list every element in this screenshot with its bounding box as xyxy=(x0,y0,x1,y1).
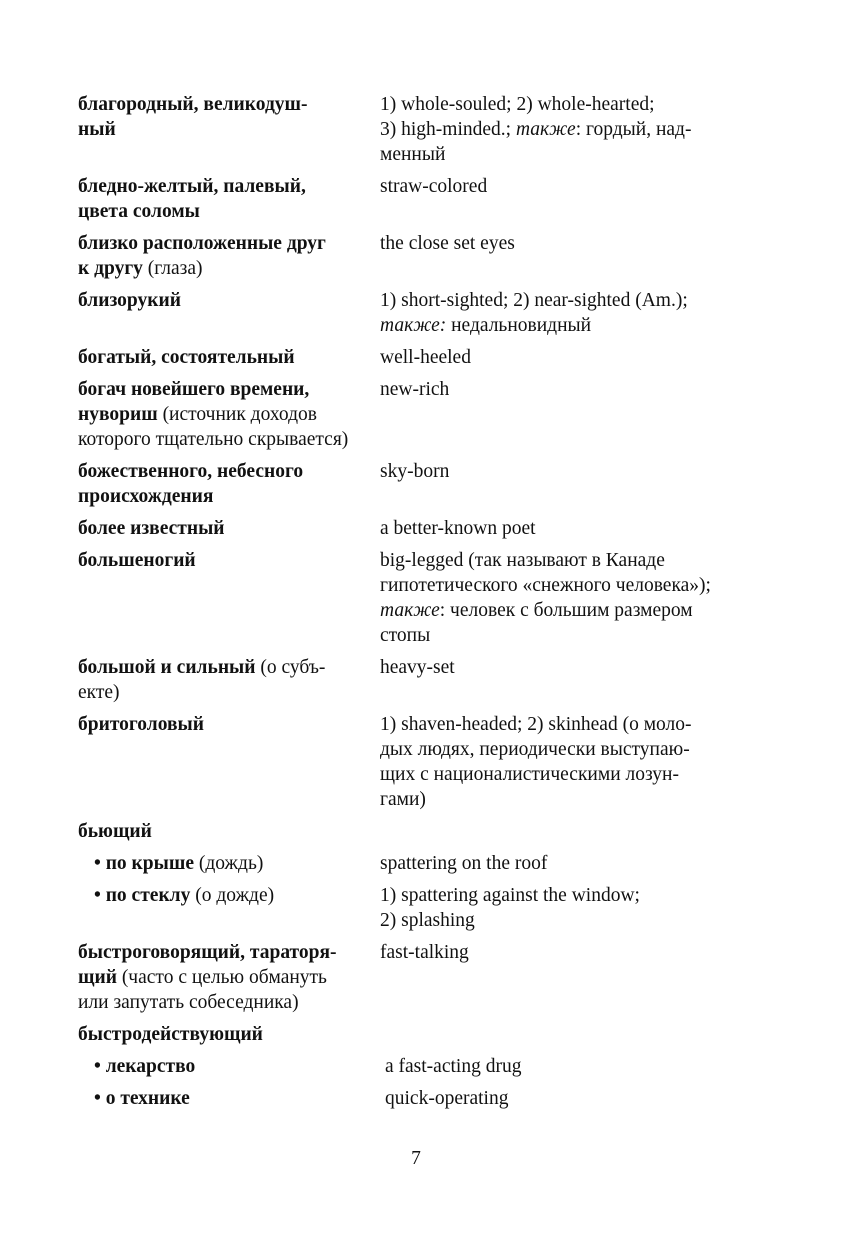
english-translation xyxy=(380,712,778,812)
text-run: sky-born xyxy=(380,461,450,482)
russian-term xyxy=(78,174,380,224)
dictionary-entry xyxy=(78,174,778,224)
text-run: • по крыше xyxy=(94,853,194,874)
dictionary-entry xyxy=(78,231,778,281)
text-run: недальновидный xyxy=(446,315,592,336)
text-run: (глаза) xyxy=(142,258,203,279)
russian-term xyxy=(78,288,380,338)
text-run: божественного, небесного происхождения xyxy=(78,461,304,507)
dictionary-entry xyxy=(78,548,778,648)
dictionary-entry xyxy=(78,712,778,812)
text-run: богач новейшего времени, нувориш xyxy=(78,379,310,425)
text-run: большеногий xyxy=(78,550,196,571)
english-translation xyxy=(380,345,778,370)
text-run: fast-talking xyxy=(380,942,469,963)
text-run: the close set eyes xyxy=(380,233,515,254)
dictionary-entry xyxy=(78,655,778,705)
text-run: быстроговорящий, тараторя- щий xyxy=(78,942,337,988)
text-run: (о субъ- екте) xyxy=(78,657,326,703)
text-run: spattering on the roof xyxy=(380,853,548,874)
text-run: a fast-acting drug xyxy=(385,1056,522,1077)
english-translation xyxy=(380,655,778,705)
russian-term xyxy=(78,819,380,844)
text-run: (о дожде) xyxy=(190,885,275,906)
english-translation xyxy=(380,231,778,281)
text-run: • о технике xyxy=(94,1088,190,1109)
russian-term xyxy=(78,655,380,705)
english-translation xyxy=(380,1086,778,1111)
text-run: heavy-set xyxy=(380,657,455,678)
dictionary-entry xyxy=(78,459,778,509)
english-translation xyxy=(380,288,778,338)
text-run: quick-operating xyxy=(385,1088,509,1109)
text-run: ный xyxy=(78,119,116,140)
russian-term xyxy=(78,1054,380,1079)
sub-entry xyxy=(78,1054,778,1079)
dictionary-entry xyxy=(78,345,778,370)
text-run: : человек с большим размером стопы xyxy=(380,600,693,646)
english-translation xyxy=(380,516,778,541)
dictionary-entry xyxy=(78,377,778,452)
text-run: • по стеклу xyxy=(94,885,191,906)
text-run: близко расположенные друг к другу xyxy=(78,233,326,279)
russian-term xyxy=(78,883,380,933)
english-translation xyxy=(380,174,778,224)
text-run: также: xyxy=(380,315,447,336)
text-run: большой и сильный xyxy=(78,657,256,678)
text-run: богатый, состоятельный xyxy=(78,347,295,368)
text-run: (дождь) xyxy=(194,853,264,874)
text-run: • лекарство xyxy=(94,1056,196,1077)
dictionary-entry xyxy=(78,288,778,338)
text-run: big-legged (так называют в Канаде гипотетического «снежного человека»); xyxy=(380,550,711,596)
english-translation xyxy=(380,883,778,933)
russian-term xyxy=(78,516,380,541)
english-translation xyxy=(380,1054,778,1079)
russian-term xyxy=(78,548,380,648)
text-run: new-rich xyxy=(380,379,450,400)
english-translation xyxy=(380,92,778,167)
text-run: также xyxy=(380,600,440,621)
english-translation xyxy=(380,548,778,648)
russian-term xyxy=(78,231,380,281)
russian-term xyxy=(78,459,380,509)
russian-term xyxy=(78,940,380,1015)
russian-term xyxy=(78,345,380,370)
text-run: well-heeled xyxy=(380,347,471,368)
text-run: быстродействующий xyxy=(78,1024,263,1045)
russian-term xyxy=(78,712,380,812)
text-run: бритоголовый xyxy=(78,714,204,735)
text-run: бьющий xyxy=(78,821,152,842)
text-run: (источник доходов которого тщательно скрывается) xyxy=(78,404,349,450)
page-number: 7 xyxy=(411,1148,421,1169)
sub-entry xyxy=(78,883,778,933)
text-run: (часто с целью обмануть или запутать собеседника) xyxy=(78,967,327,1013)
text-run: 1) whole-souled; 2) whole-hearted; 3) high-minded.; xyxy=(380,94,655,140)
russian-term xyxy=(78,1022,380,1047)
russian-term xyxy=(78,92,380,167)
english-translation xyxy=(380,1022,778,1047)
text-run: : гордый, над- менный xyxy=(380,119,692,165)
russian-term xyxy=(78,377,380,452)
dictionary-entry xyxy=(78,92,778,167)
text-run: близорукий xyxy=(78,290,181,311)
english-translation xyxy=(380,459,778,509)
sub-entry xyxy=(78,851,778,876)
english-translation xyxy=(380,851,778,876)
russian-term xyxy=(78,1086,380,1111)
dictionary-entry xyxy=(78,819,778,844)
english-translation xyxy=(380,819,778,844)
english-translation xyxy=(380,940,778,1015)
text-run: a better-known poet xyxy=(380,518,536,539)
sub-entry xyxy=(78,1086,778,1111)
entry-list xyxy=(78,92,778,1118)
text-run: 1) short-sighted; 2) near-sighted (Am.); xyxy=(380,290,688,311)
dictionary-entry xyxy=(78,940,778,1015)
text-run: благородный, великодуш- xyxy=(78,94,308,115)
text-run: бледно-желтый, палевый, цвета соломы xyxy=(78,176,306,222)
text-run: 1) shaven-headed; 2) skinhead (о моло- дых людях, периодически выступаю- щих с националистическими лозун- гами) xyxy=(380,714,692,810)
russian-term xyxy=(78,851,380,876)
dictionary-entry xyxy=(78,1022,778,1047)
text-run: также xyxy=(515,119,576,140)
text-run: более известный xyxy=(78,518,225,539)
text-run: straw-colored xyxy=(380,176,488,197)
text-run: 1) spattering against the window; 2) splashing xyxy=(380,885,640,931)
english-translation xyxy=(380,377,778,452)
dictionary-entry xyxy=(78,516,778,541)
